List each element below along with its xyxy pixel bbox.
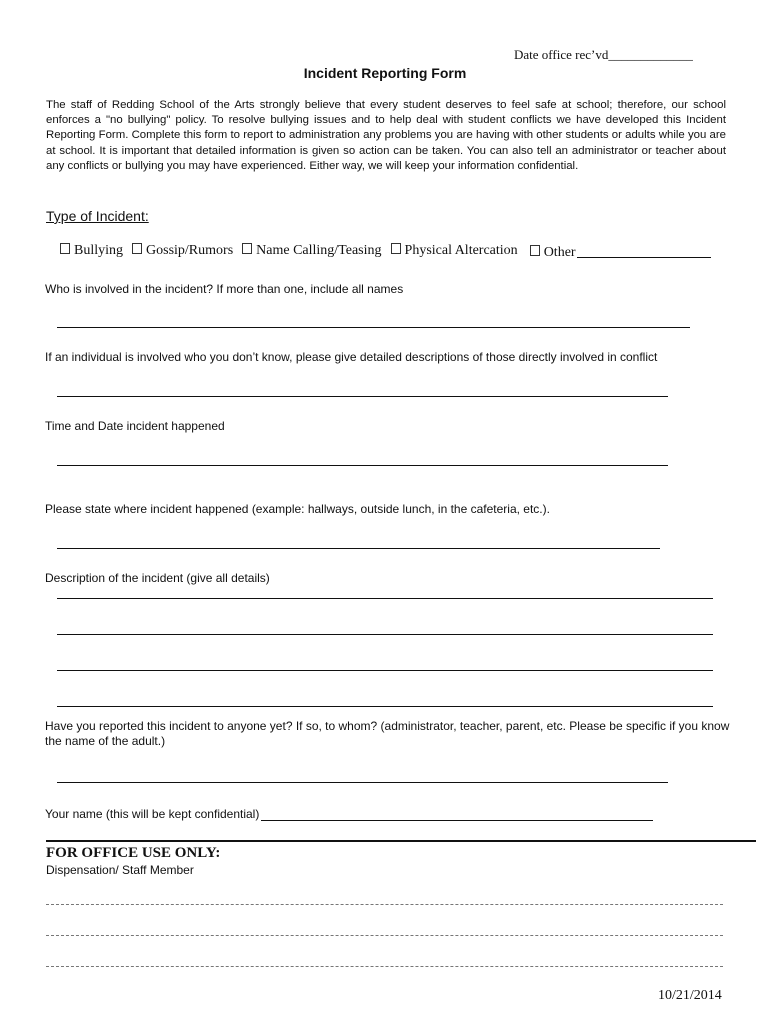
incident-type-options [60, 243, 720, 261]
option-bullying[interactable]: Bullying [60, 243, 123, 261]
office-heading: FOR OFFICE USE ONLY: [46, 845, 221, 861]
answer-line-reported[interactable] [57, 782, 668, 783]
date-received-label: Date office rec’vd_____________ [514, 47, 693, 62]
option-other[interactable]: Other [530, 243, 711, 261]
checkbox-icon[interactable] [242, 243, 252, 254]
answer-line-who[interactable] [57, 327, 690, 328]
checkbox-icon[interactable] [60, 243, 70, 254]
option-name-calling-teasing[interactable]: Name Calling/Teasing [242, 243, 381, 261]
answer-line-description-1[interactable] [57, 598, 713, 599]
question-reported: Have you reported this incident to anyone yet? If so, to whom? (administrator, teacher, parent, etc. Please be specific if you know the name of the adult.) [45, 719, 730, 748]
question-unknown-individual: If an individual is involved who you don’t know, please give detailed descriptions of those directly involved in conflict [45, 350, 658, 364]
answer-line-time-date[interactable] [57, 465, 668, 466]
incident-type-label: Type of Incident: [46, 208, 149, 224]
answer-line-unknown-individual[interactable] [57, 396, 668, 397]
question-your-name: Your name (this will be kept confidential) [45, 807, 653, 821]
question-where: Please state where incident happened (example: hallways, outside lunch, in the cafeteria, etc.). [45, 502, 550, 516]
office-line-3[interactable] [46, 966, 723, 967]
footer-date: 10/21/2014 [658, 988, 722, 1003]
other-input-line[interactable] [577, 243, 711, 258]
checkbox-icon[interactable] [391, 243, 401, 254]
answer-line-description-2[interactable] [57, 634, 713, 635]
checkbox-icon[interactable] [132, 243, 142, 254]
question-time-date: Time and Date incident happened [45, 419, 225, 433]
question-who: Who is involved in the incident? If more than one, include all names [45, 282, 404, 296]
answer-line-where[interactable] [57, 548, 660, 549]
office-divider [46, 840, 756, 842]
form-title: Incident Reporting Form [303, 65, 467, 81]
option-gossip-rumors[interactable]: Gossip/Rumors [132, 243, 233, 261]
question-description: Description of the incident (give all details) [45, 571, 270, 585]
checkbox-icon[interactable] [530, 245, 540, 256]
intro-paragraph: The staff of Redding School of the Arts strongly believe that every student deserves to feel safe at school; therefore, our school enforces a "no bullying" policy. To resolve bullying issues and to help deal with student conflicts we have developed this Incident Reporting Form. Complete this form to report to administration any problems you are having with other students or adults while you are at school. It is important that detailed information is given so action can be taken. You can also tell an administrator or teacher about any conflicts or bullying you may have experienced. Either way, we will keep your information confidential. [46, 99, 726, 172]
office-line-1[interactable] [46, 904, 723, 905]
office-line-2[interactable] [46, 935, 723, 936]
dispensation-label: Dispensation/ Staff Member [46, 863, 194, 877]
answer-line-description-3[interactable] [57, 670, 713, 671]
option-physical-altercation[interactable]: Physical Altercation [391, 243, 518, 261]
answer-line-description-4[interactable] [57, 706, 713, 707]
your-name-input-line[interactable] [261, 808, 653, 821]
